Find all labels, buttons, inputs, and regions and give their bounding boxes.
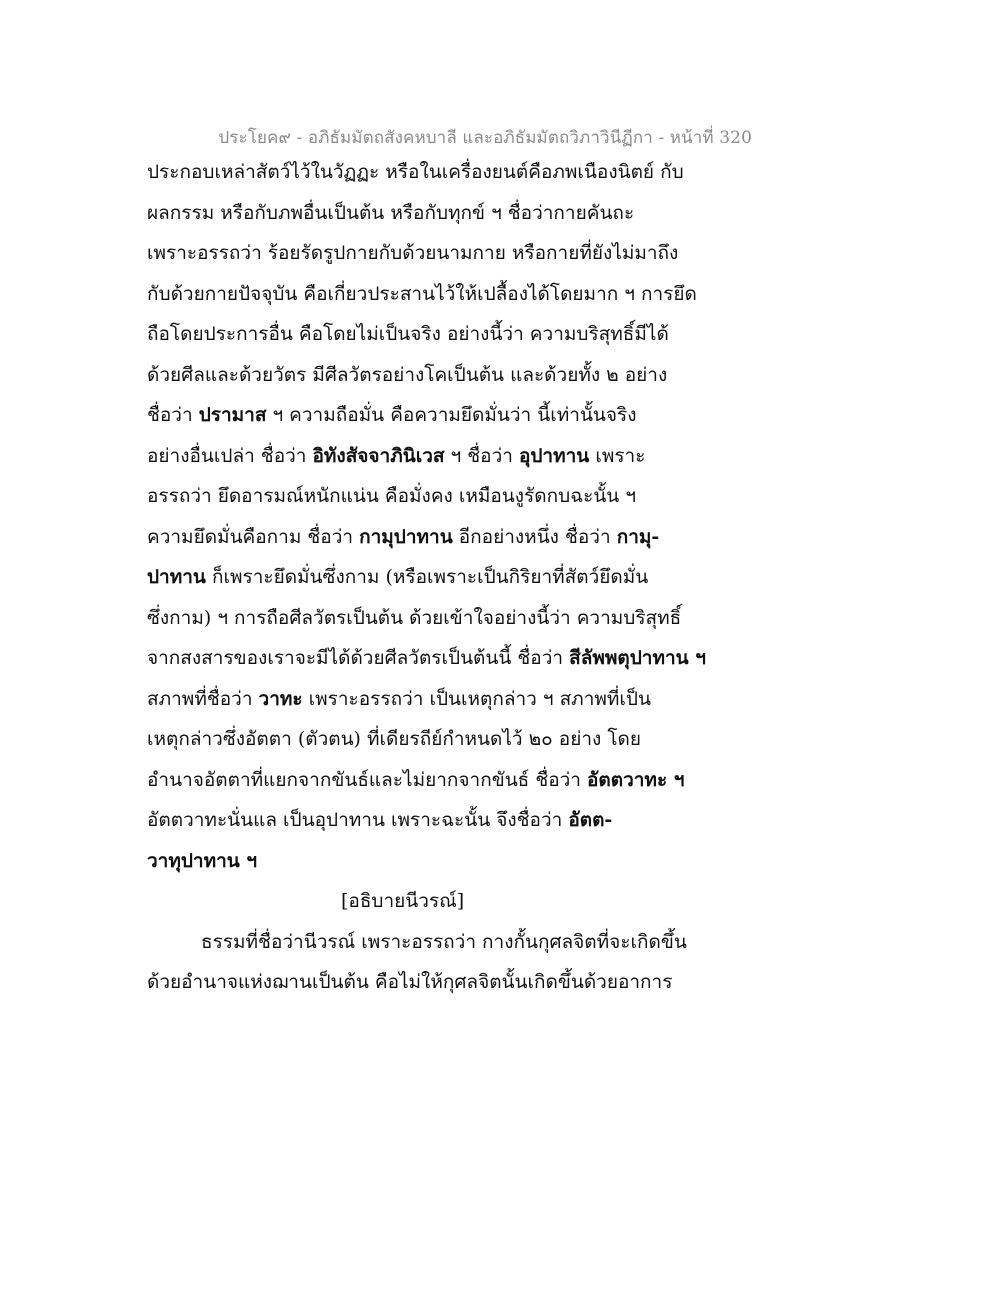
text-line [147, 719, 707, 760]
bold-term: วาทุปาทาน ฯ [147, 849, 258, 872]
text-line [147, 800, 707, 841]
bold-term: อุปาทาน [518, 444, 590, 467]
text-segment: ผลกรรม หรือกับภพอื่นเป็นต้น หรือกับทุกข์ ฯ ชื่อว่ากายคันถะ [147, 201, 635, 224]
text-segment: [อธิบายนีวรณ์] [341, 890, 465, 912]
text-segment: กับด้วยกายปัจจุบัน คือเกี่ยวประสานไว้ให้เปลื้องได้โดยมาก ฯ การยึด [147, 282, 697, 305]
bold-term: ปรามาส [198, 404, 267, 426]
text-line [147, 598, 707, 639]
text-line [147, 355, 707, 396]
text-line [147, 517, 707, 558]
text-line [147, 760, 707, 801]
page-header: ประโยค๙ - อภิธัมมัตถสังคหบาลี และอภิธัมมัตถวิภาวินีฏีกา - หน้าที่ 320 [218, 128, 752, 148]
text-line [147, 841, 707, 882]
text-line [147, 922, 707, 963]
text-line [147, 557, 707, 598]
bold-term: ปาทาน [147, 566, 206, 588]
body-text [147, 152, 707, 1003]
text-segment: เพราะ [589, 444, 646, 467]
text-line [147, 233, 707, 274]
text-segment: ความยึดมั่นคือกาม ชื่อว่า [147, 525, 360, 548]
bold-term: กามุปาทาน [359, 525, 453, 548]
text-segment: ด้วยอำนาจแห่งฌานเป็นต้น คือไม่ให้กุศลจิตนั้นเกิดขึ้นด้วยอาการ [147, 971, 673, 993]
section-heading [147, 881, 707, 922]
text-line [147, 314, 707, 355]
text-segment: ถือโดยประการอื่น คือโดยไม่เป็นจริง อย่างนี้ว่า ความบริสุทธิ์มีได้ [147, 323, 669, 345]
text-line [147, 436, 707, 477]
text-line [147, 638, 707, 679]
text-segment: อย่างอื่นเปล่า ชื่อว่า [147, 444, 313, 467]
text-segment: อัตตวาทะนั่นแล เป็นอุปาทาน เพราะฉะนั้น จึงชื่อว่า [147, 809, 569, 831]
bold-term: วาทะ [258, 687, 303, 710]
text-segment: อำนาจอัตตาที่แยกจากขันธ์และไม่ยากจากขันธ์ ชื่อว่า [147, 768, 587, 791]
text-segment: ฯ ชื่อว่า [444, 444, 519, 467]
text-segment: เหตุกล่าวซึ่งอัตตา (ตัวตน) ที่เดียรถีย์กำหนดไว้ ๒๐ อย่าง โดย [147, 728, 641, 750]
text-line [147, 274, 707, 315]
text-line [147, 395, 707, 436]
bold-term: อัตต- [568, 809, 613, 831]
text-segment: ธรรมที่ชื่อว่านีวรณ์ เพราะอรรถว่า กางกั้นกุศลจิตที่จะเกิดขึ้น [201, 930, 687, 953]
text-segment: ซึ่งกาม) ฯ การถือศีลวัตรเป็นต้น ด้วยเข้าใจอย่างนี้ว่า ความบริสุทธิ์ [147, 606, 682, 629]
text-segment: เพราะอรรถว่า ร้อยรัดรูปกายกับด้วยนามกาย หรือกายที่ยังไม่มาถึง [147, 242, 679, 264]
bold-term: สีลัพพตุปาทาน ฯ [569, 647, 706, 669]
text-segment: สภาพที่ชื่อว่า [147, 687, 259, 710]
text-segment: อีกอย่างหนึ่ง ชื่อว่า [452, 525, 617, 548]
text-segment: ก็เพราะยึดมั่นซึ่งกาม (หรือเพราะเป็นกิริยาที่สัตว์ยึดมั่น [205, 566, 649, 588]
text-segment: จากสงสารของเราจะมีได้ด้วยศีลวัตรเป็นต้นนี้ ชื่อว่า [147, 647, 570, 669]
text-line [147, 679, 707, 720]
text-line [147, 476, 707, 517]
bold-term: อัตตวาทะ ฯ [587, 768, 685, 791]
bold-term: กามุ- [616, 525, 660, 548]
text-segment: ประกอบเหล่าสัตว์ไว้ในวัฏฏะ หรือในเครื่องยนต์คือภพเนืองนิตย์ กับ [147, 161, 684, 183]
text-segment: ฯ ความถือมั่น คือความยึดมั่นว่า นี้เท่านั้นจริง [266, 404, 637, 426]
text-line [147, 152, 707, 193]
text-line [147, 193, 707, 234]
text-segment: ด้วยศีลและด้วยวัตร มีศีลวัตรอย่างโคเป็นต้น และด้วยทั้ง ๒ อย่าง [147, 363, 668, 386]
text-line [147, 962, 707, 1003]
text-segment: อรรถว่า ยึดอารมณ์หนักแน่น คือมั่งคง เหมือนงูรัดกบฉะนั้น ฯ [147, 485, 636, 507]
text-segment: เพราะอรรถว่า เป็นเหตุกล่าว ฯ สภาพที่เป็น [302, 687, 651, 710]
bold-term: อิทังสัจจาภินิเวส [312, 444, 445, 467]
text-segment: ชื่อว่า [147, 404, 199, 426]
